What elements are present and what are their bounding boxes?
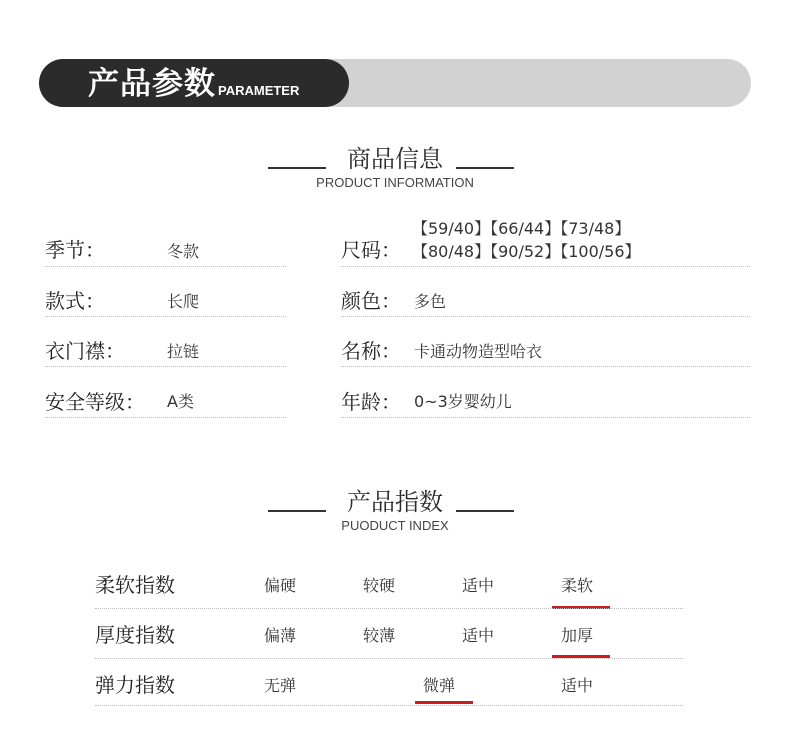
info-label-age: 年龄： <box>341 390 401 414</box>
index-option: 偏硬 <box>264 576 297 595</box>
section-title-info: 商品信息 <box>347 145 443 173</box>
divider <box>45 417 286 418</box>
info-value-name: 卡通动物造型哈衣 <box>414 342 543 361</box>
divider <box>95 658 683 659</box>
info-label-season: 季节： <box>45 238 105 262</box>
divider <box>341 316 750 317</box>
info-value-safety: A类 <box>167 392 194 411</box>
index-option: 适中 <box>561 676 594 695</box>
index-option-selected: 加厚 <box>561 626 594 645</box>
divider <box>341 366 750 367</box>
index-option: 适中 <box>462 626 495 645</box>
info-value-color: 多色 <box>414 292 447 311</box>
divider <box>45 266 286 267</box>
divider <box>341 417 750 418</box>
info-value-age: 0~3岁婴幼儿 <box>414 392 512 411</box>
index-option-selected: 柔软 <box>561 576 594 595</box>
divider <box>341 266 750 267</box>
index-option: 偏薄 <box>264 626 297 645</box>
divider <box>95 705 683 706</box>
info-label-size: 尺码： <box>341 238 401 262</box>
divider <box>45 316 286 317</box>
page-subtitle: PARAMETER <box>218 83 300 98</box>
info-label-style: 款式： <box>45 289 105 313</box>
index-option: 较薄 <box>363 626 396 645</box>
info-label-color: 颜色： <box>341 289 401 313</box>
info-label-name: 名称： <box>341 339 401 363</box>
info-value-size-line2: 【80/48】【90/52】【100/56】 <box>412 242 641 261</box>
info-value-placket: 拉链 <box>167 342 200 361</box>
divider <box>95 608 683 609</box>
index-label-elasticity: 弹力指数 <box>95 673 175 697</box>
section-subtitle-info: PRODUCT INFORMATION <box>316 175 474 190</box>
section-subtitle-index: PUODUCT INDEX <box>341 518 449 533</box>
page-title: 产品参数 <box>88 66 216 102</box>
info-value-season: 冬款 <box>167 242 200 261</box>
index-label-thickness: 厚度指数 <box>95 623 175 647</box>
index-option-selected: 微弹 <box>423 676 456 695</box>
info-value-size-line1: 【59/40】【66/44】【73/48】 <box>412 219 631 238</box>
info-value-style: 长爬 <box>167 292 200 311</box>
divider <box>45 366 286 367</box>
info-label-placket: 衣门襟： <box>45 339 125 363</box>
index-label-softness: 柔软指数 <box>95 573 175 597</box>
index-option: 较硬 <box>363 576 396 595</box>
section-title-index: 产品指数 <box>347 488 443 516</box>
selected-marker <box>415 701 473 704</box>
info-label-safety: 安全等级： <box>45 390 145 414</box>
index-option: 无弹 <box>264 676 297 695</box>
index-option: 适中 <box>462 576 495 595</box>
